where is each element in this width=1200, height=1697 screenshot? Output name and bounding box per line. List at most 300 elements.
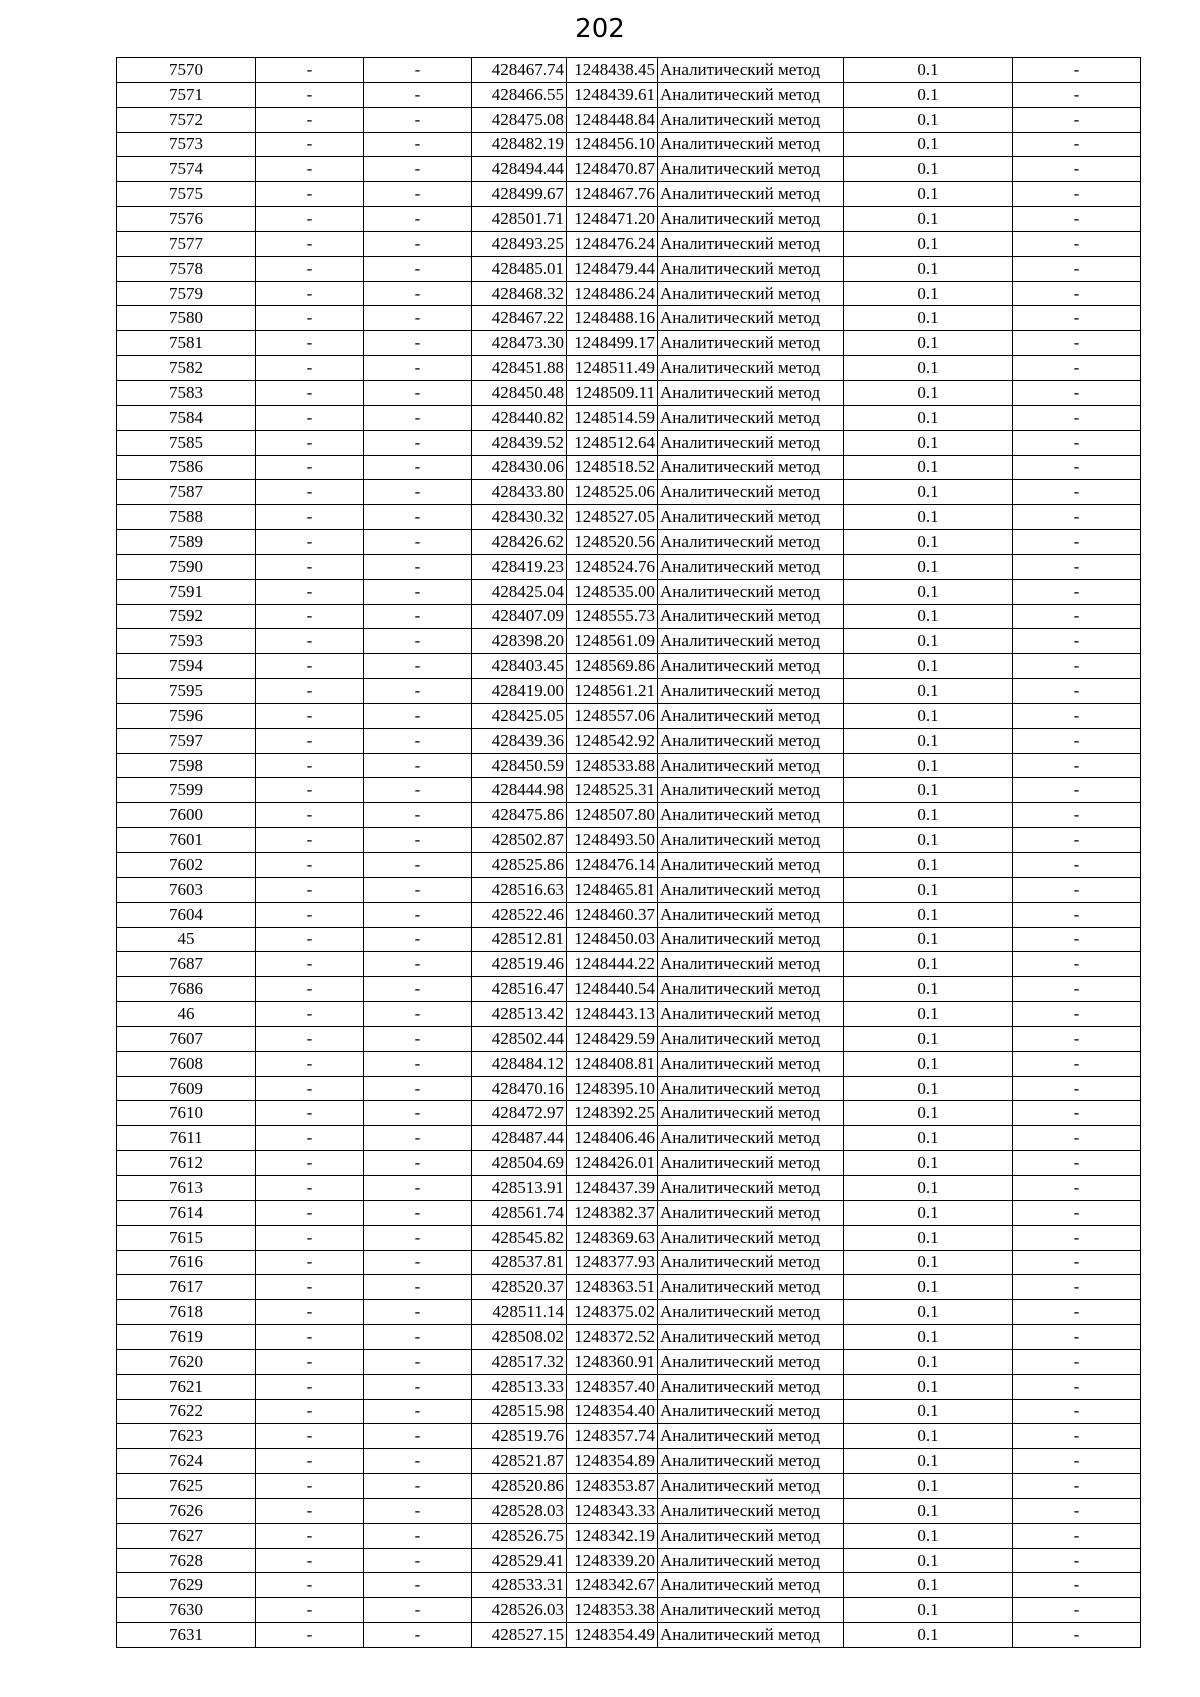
empty-dash-cell: - <box>364 480 472 505</box>
method-cell: Аналитический метод <box>658 753 844 778</box>
coordinate-y-cell: 1248518.52 <box>567 455 658 480</box>
empty-dash-cell: - <box>1013 1498 1141 1523</box>
empty-dash-cell: - <box>256 1002 364 1027</box>
empty-dash-cell: - <box>364 1151 472 1176</box>
accuracy-cell: 0.1 <box>844 455 1013 480</box>
coordinate-x-cell: 428484.12 <box>472 1051 567 1076</box>
empty-dash-cell: - <box>1013 1175 1141 1200</box>
empty-dash-cell: - <box>1013 753 1141 778</box>
method-cell: Аналитический метод <box>658 356 844 381</box>
empty-dash-cell: - <box>364 231 472 256</box>
accuracy-cell: 0.1 <box>844 604 1013 629</box>
coordinate-y-cell: 1248511.49 <box>567 356 658 381</box>
coordinate-x-cell: 428520.86 <box>472 1474 567 1499</box>
table-row <box>117 977 1141 1002</box>
empty-dash-cell: - <box>1013 1250 1141 1275</box>
empty-dash-cell: - <box>1013 629 1141 654</box>
method-cell: Аналитический метод <box>658 803 844 828</box>
point-number-cell: 7613 <box>117 1175 256 1200</box>
empty-dash-cell: - <box>364 1200 472 1225</box>
coordinate-y-cell: 1248354.40 <box>567 1399 658 1424</box>
accuracy-cell: 0.1 <box>844 331 1013 356</box>
coordinate-x-cell: 428425.04 <box>472 579 567 604</box>
empty-dash-cell: - <box>256 1151 364 1176</box>
empty-dash-cell: - <box>364 654 472 679</box>
coordinate-y-cell: 1248395.10 <box>567 1076 658 1101</box>
empty-dash-cell: - <box>364 629 472 654</box>
table-row <box>117 1026 1141 1051</box>
coordinate-x-cell: 428537.81 <box>472 1250 567 1275</box>
method-cell: Аналитический метод <box>658 604 844 629</box>
coordinate-y-cell: 1248342.67 <box>567 1573 658 1598</box>
empty-dash-cell: - <box>364 1523 472 1548</box>
empty-dash-cell: - <box>364 1225 472 1250</box>
coordinate-x-cell: 428467.74 <box>472 58 567 83</box>
point-number-cell: 7578 <box>117 256 256 281</box>
table-row <box>117 256 1141 281</box>
empty-dash-cell: - <box>1013 306 1141 331</box>
point-number-cell: 7687 <box>117 952 256 977</box>
table-row <box>117 1498 1141 1523</box>
method-cell: Аналитический метод <box>658 728 844 753</box>
empty-dash-cell: - <box>1013 828 1141 853</box>
coordinate-x-cell: 428528.03 <box>472 1498 567 1523</box>
point-number-cell: 7607 <box>117 1026 256 1051</box>
point-number-cell: 7626 <box>117 1498 256 1523</box>
point-number-cell: 7611 <box>117 1126 256 1151</box>
coordinate-y-cell: 1248392.25 <box>567 1101 658 1126</box>
empty-dash-cell: - <box>364 1349 472 1374</box>
coordinate-x-cell: 428398.20 <box>472 629 567 654</box>
coordinate-y-cell: 1248450.03 <box>567 927 658 952</box>
table-row <box>117 1250 1141 1275</box>
table-row <box>117 1523 1141 1548</box>
table-row <box>117 679 1141 704</box>
coordinate-y-cell: 1248357.40 <box>567 1374 658 1399</box>
method-cell: Аналитический метод <box>658 480 844 505</box>
coordinate-x-cell: 428501.71 <box>472 207 567 232</box>
empty-dash-cell: - <box>364 604 472 629</box>
empty-dash-cell: - <box>1013 256 1141 281</box>
accuracy-cell: 0.1 <box>844 753 1013 778</box>
coordinate-y-cell: 1248429.59 <box>567 1026 658 1051</box>
method-cell: Аналитический метод <box>658 207 844 232</box>
coordinate-x-cell: 428517.32 <box>472 1349 567 1374</box>
empty-dash-cell: - <box>256 927 364 952</box>
table-row <box>117 281 1141 306</box>
coordinate-x-cell: 428485.01 <box>472 256 567 281</box>
method-cell: Аналитический метод <box>658 828 844 853</box>
coordinate-y-cell: 1248555.73 <box>567 604 658 629</box>
empty-dash-cell: - <box>1013 778 1141 803</box>
empty-dash-cell: - <box>256 1498 364 1523</box>
accuracy-cell: 0.1 <box>844 1548 1013 1573</box>
empty-dash-cell: - <box>256 1374 364 1399</box>
coordinate-y-cell: 1248342.19 <box>567 1523 658 1548</box>
method-cell: Аналитический метод <box>658 505 844 530</box>
accuracy-cell: 0.1 <box>844 1200 1013 1225</box>
accuracy-cell: 0.1 <box>844 281 1013 306</box>
coordinate-x-cell: 428430.06 <box>472 455 567 480</box>
method-cell: Аналитический метод <box>658 1225 844 1250</box>
method-cell: Аналитический метод <box>658 331 844 356</box>
empty-dash-cell: - <box>364 530 472 555</box>
coordinate-x-cell: 428512.81 <box>472 927 567 952</box>
empty-dash-cell: - <box>256 654 364 679</box>
empty-dash-cell: - <box>256 1349 364 1374</box>
accuracy-cell: 0.1 <box>844 58 1013 83</box>
accuracy-cell: 0.1 <box>844 679 1013 704</box>
empty-dash-cell: - <box>364 728 472 753</box>
coordinate-y-cell: 1248561.21 <box>567 679 658 704</box>
accuracy-cell: 0.1 <box>844 778 1013 803</box>
empty-dash-cell: - <box>256 703 364 728</box>
accuracy-cell: 0.1 <box>844 1101 1013 1126</box>
empty-dash-cell: - <box>364 877 472 902</box>
point-number-cell: 7627 <box>117 1523 256 1548</box>
table-row <box>117 1374 1141 1399</box>
table-row <box>117 331 1141 356</box>
point-number-cell: 7614 <box>117 1200 256 1225</box>
accuracy-cell: 0.1 <box>844 728 1013 753</box>
method-cell: Аналитический метод <box>658 1200 844 1225</box>
point-number-cell: 7598 <box>117 753 256 778</box>
method-cell: Аналитический метод <box>658 157 844 182</box>
coordinate-y-cell: 1248343.33 <box>567 1498 658 1523</box>
coordinate-y-cell: 1248507.80 <box>567 803 658 828</box>
coordinate-x-cell: 428561.74 <box>472 1200 567 1225</box>
coordinate-x-cell: 428516.47 <box>472 977 567 1002</box>
coordinate-y-cell: 1248542.92 <box>567 728 658 753</box>
coordinate-x-cell: 428467.22 <box>472 306 567 331</box>
empty-dash-cell: - <box>364 107 472 132</box>
accuracy-cell: 0.1 <box>844 132 1013 157</box>
coordinate-x-cell: 428419.00 <box>472 679 567 704</box>
empty-dash-cell: - <box>1013 1548 1141 1573</box>
point-number-cell: 7579 <box>117 281 256 306</box>
accuracy-cell: 0.1 <box>844 405 1013 430</box>
empty-dash-cell: - <box>1013 952 1141 977</box>
method-cell: Аналитический метод <box>658 654 844 679</box>
coordinate-x-cell: 428407.09 <box>472 604 567 629</box>
table-row <box>117 629 1141 654</box>
empty-dash-cell: - <box>256 530 364 555</box>
method-cell: Аналитический метод <box>658 182 844 207</box>
accuracy-cell: 0.1 <box>844 356 1013 381</box>
accuracy-cell: 0.1 <box>844 803 1013 828</box>
empty-dash-cell: - <box>256 1026 364 1051</box>
accuracy-cell: 0.1 <box>844 1449 1013 1474</box>
coordinate-y-cell: 1248377.93 <box>567 1250 658 1275</box>
empty-dash-cell: - <box>1013 405 1141 430</box>
empty-dash-cell: - <box>256 281 364 306</box>
coordinate-x-cell: 428511.14 <box>472 1300 567 1325</box>
table-row <box>117 554 1141 579</box>
coordinate-x-cell: 428522.46 <box>472 902 567 927</box>
accuracy-cell: 0.1 <box>844 703 1013 728</box>
empty-dash-cell: - <box>256 554 364 579</box>
empty-dash-cell: - <box>1013 231 1141 256</box>
accuracy-cell: 0.1 <box>844 1623 1013 1648</box>
empty-dash-cell: - <box>364 1250 472 1275</box>
coordinate-y-cell: 1248512.64 <box>567 430 658 455</box>
point-number-cell: 7587 <box>117 480 256 505</box>
point-number-cell: 7590 <box>117 554 256 579</box>
coordinate-y-cell: 1248437.39 <box>567 1175 658 1200</box>
method-cell: Аналитический метод <box>658 952 844 977</box>
empty-dash-cell: - <box>364 356 472 381</box>
empty-dash-cell: - <box>256 1573 364 1598</box>
table-row <box>117 58 1141 83</box>
coordinate-x-cell: 428529.41 <box>472 1548 567 1573</box>
coordinate-y-cell: 1248354.49 <box>567 1623 658 1648</box>
coordinate-y-cell: 1248499.17 <box>567 331 658 356</box>
empty-dash-cell: - <box>256 306 364 331</box>
table-row <box>117 902 1141 927</box>
coordinate-x-cell: 428527.15 <box>472 1623 567 1648</box>
coordinates-table <box>116 57 1141 1648</box>
coordinate-x-cell: 428487.44 <box>472 1126 567 1151</box>
empty-dash-cell: - <box>256 405 364 430</box>
empty-dash-cell: - <box>364 952 472 977</box>
empty-dash-cell: - <box>256 1623 364 1648</box>
empty-dash-cell: - <box>256 753 364 778</box>
empty-dash-cell: - <box>1013 1424 1141 1449</box>
coordinate-y-cell: 1248476.14 <box>567 853 658 878</box>
method-cell: Аналитический метод <box>658 1275 844 1300</box>
empty-dash-cell: - <box>256 256 364 281</box>
empty-dash-cell: - <box>256 207 364 232</box>
coordinate-x-cell: 428419.23 <box>472 554 567 579</box>
empty-dash-cell: - <box>256 1175 364 1200</box>
coordinate-y-cell: 1248525.31 <box>567 778 658 803</box>
coordinate-x-cell: 428439.52 <box>472 430 567 455</box>
empty-dash-cell: - <box>364 1374 472 1399</box>
table-row <box>117 1101 1141 1126</box>
empty-dash-cell: - <box>1013 505 1141 530</box>
empty-dash-cell: - <box>1013 554 1141 579</box>
method-cell: Аналитический метод <box>658 405 844 430</box>
method-cell: Аналитический метод <box>658 902 844 927</box>
method-cell: Аналитический метод <box>658 1051 844 1076</box>
empty-dash-cell: - <box>364 803 472 828</box>
table-row <box>117 1399 1141 1424</box>
empty-dash-cell: - <box>1013 1151 1141 1176</box>
table-row <box>117 231 1141 256</box>
empty-dash-cell: - <box>256 1598 364 1623</box>
coordinate-y-cell: 1248354.89 <box>567 1449 658 1474</box>
empty-dash-cell: - <box>1013 455 1141 480</box>
empty-dash-cell: - <box>256 182 364 207</box>
empty-dash-cell: - <box>364 331 472 356</box>
coordinate-x-cell: 428425.05 <box>472 703 567 728</box>
coordinate-y-cell: 1248476.24 <box>567 231 658 256</box>
method-cell: Аналитический метод <box>658 1598 844 1623</box>
empty-dash-cell: - <box>256 1051 364 1076</box>
coordinate-y-cell: 1248357.74 <box>567 1424 658 1449</box>
empty-dash-cell: - <box>364 1424 472 1449</box>
empty-dash-cell: - <box>256 803 364 828</box>
table-row <box>117 1126 1141 1151</box>
coordinate-x-cell: 428516.63 <box>472 877 567 902</box>
empty-dash-cell: - <box>364 977 472 1002</box>
empty-dash-cell: - <box>256 107 364 132</box>
coordinate-y-cell: 1248360.91 <box>567 1349 658 1374</box>
method-cell: Аналитический метод <box>658 455 844 480</box>
empty-dash-cell: - <box>256 58 364 83</box>
coordinate-y-cell: 1248375.02 <box>567 1300 658 1325</box>
empty-dash-cell: - <box>256 1101 364 1126</box>
coordinate-y-cell: 1248533.88 <box>567 753 658 778</box>
coordinate-x-cell: 428521.87 <box>472 1449 567 1474</box>
empty-dash-cell: - <box>1013 1051 1141 1076</box>
method-cell: Аналитический метод <box>658 1474 844 1499</box>
empty-dash-cell: - <box>364 1101 472 1126</box>
coordinate-x-cell: 428533.31 <box>472 1573 567 1598</box>
table-row <box>117 1002 1141 1027</box>
coordinate-x-cell: 428513.42 <box>472 1002 567 1027</box>
point-number-cell: 7596 <box>117 703 256 728</box>
table-row <box>117 132 1141 157</box>
empty-dash-cell: - <box>1013 728 1141 753</box>
empty-dash-cell: - <box>256 728 364 753</box>
coordinate-y-cell: 1248363.51 <box>567 1275 658 1300</box>
coordinate-x-cell: 428513.33 <box>472 1374 567 1399</box>
method-cell: Аналитический метод <box>658 256 844 281</box>
empty-dash-cell: - <box>1013 1101 1141 1126</box>
table-row <box>117 157 1141 182</box>
empty-dash-cell: - <box>256 1474 364 1499</box>
empty-dash-cell: - <box>1013 853 1141 878</box>
empty-dash-cell: - <box>256 430 364 455</box>
table-row <box>117 853 1141 878</box>
empty-dash-cell: - <box>256 1250 364 1275</box>
coordinate-y-cell: 1248514.59 <box>567 405 658 430</box>
method-cell: Аналитический метод <box>658 1300 844 1325</box>
coordinate-x-cell: 428519.46 <box>472 952 567 977</box>
coordinate-x-cell: 428450.59 <box>472 753 567 778</box>
empty-dash-cell: - <box>364 1126 472 1151</box>
accuracy-cell: 0.1 <box>844 380 1013 405</box>
table-row <box>117 1175 1141 1200</box>
coordinate-x-cell: 428468.32 <box>472 281 567 306</box>
point-number-cell: 7615 <box>117 1225 256 1250</box>
empty-dash-cell: - <box>256 977 364 1002</box>
coordinate-y-cell: 1248465.81 <box>567 877 658 902</box>
coordinate-x-cell: 428545.82 <box>472 1225 567 1250</box>
empty-dash-cell: - <box>364 1573 472 1598</box>
empty-dash-cell: - <box>364 1002 472 1027</box>
empty-dash-cell: - <box>1013 1474 1141 1499</box>
empty-dash-cell: - <box>364 281 472 306</box>
empty-dash-cell: - <box>1013 356 1141 381</box>
coordinate-y-cell: 1248569.86 <box>567 654 658 679</box>
method-cell: Аналитический метод <box>658 1548 844 1573</box>
empty-dash-cell: - <box>364 207 472 232</box>
empty-dash-cell: - <box>364 1325 472 1350</box>
table-row <box>117 505 1141 530</box>
coordinate-y-cell: 1248471.20 <box>567 207 658 232</box>
accuracy-cell: 0.1 <box>844 1225 1013 1250</box>
coordinate-x-cell: 428519.76 <box>472 1424 567 1449</box>
empty-dash-cell: - <box>256 902 364 927</box>
accuracy-cell: 0.1 <box>844 579 1013 604</box>
table-row <box>117 356 1141 381</box>
coordinate-x-cell: 428475.08 <box>472 107 567 132</box>
coordinate-y-cell: 1248557.06 <box>567 703 658 728</box>
accuracy-cell: 0.1 <box>844 1076 1013 1101</box>
point-number-cell: 7589 <box>117 530 256 555</box>
point-number-cell: 7572 <box>117 107 256 132</box>
point-number-cell: 7600 <box>117 803 256 828</box>
accuracy-cell: 0.1 <box>844 977 1013 1002</box>
coordinate-x-cell: 428439.36 <box>472 728 567 753</box>
method-cell: Аналитический метод <box>658 927 844 952</box>
coordinate-y-cell: 1248406.46 <box>567 1126 658 1151</box>
empty-dash-cell: - <box>364 430 472 455</box>
accuracy-cell: 0.1 <box>844 1026 1013 1051</box>
coordinate-y-cell: 1248561.09 <box>567 629 658 654</box>
empty-dash-cell: - <box>364 1275 472 1300</box>
table-row <box>117 877 1141 902</box>
coordinate-y-cell: 1248467.76 <box>567 182 658 207</box>
point-number-cell: 7610 <box>117 1101 256 1126</box>
table-row <box>117 579 1141 604</box>
empty-dash-cell: - <box>256 1424 364 1449</box>
method-cell: Аналитический метод <box>658 977 844 1002</box>
table-row <box>117 1548 1141 1573</box>
coordinate-y-cell: 1248456.10 <box>567 132 658 157</box>
accuracy-cell: 0.1 <box>844 1275 1013 1300</box>
table-row <box>117 1623 1141 1648</box>
empty-dash-cell: - <box>364 405 472 430</box>
coordinate-x-cell: 428502.44 <box>472 1026 567 1051</box>
empty-dash-cell: - <box>364 1175 472 1200</box>
coordinate-y-cell: 1248448.84 <box>567 107 658 132</box>
coordinate-x-cell: 428525.86 <box>472 853 567 878</box>
coordinate-y-cell: 1248520.56 <box>567 530 658 555</box>
method-cell: Аналитический метод <box>658 778 844 803</box>
coordinate-x-cell: 428499.67 <box>472 182 567 207</box>
empty-dash-cell: - <box>1013 1374 1141 1399</box>
point-number-cell: 7630 <box>117 1598 256 1623</box>
table-row <box>117 182 1141 207</box>
empty-dash-cell: - <box>256 1399 364 1424</box>
coordinate-y-cell: 1248426.01 <box>567 1151 658 1176</box>
empty-dash-cell: - <box>364 1026 472 1051</box>
empty-dash-cell: - <box>364 927 472 952</box>
table-row <box>117 753 1141 778</box>
point-number-cell: 7591 <box>117 579 256 604</box>
empty-dash-cell: - <box>256 1300 364 1325</box>
coordinate-x-cell: 428470.16 <box>472 1076 567 1101</box>
empty-dash-cell: - <box>256 480 364 505</box>
point-number-cell: 7686 <box>117 977 256 1002</box>
point-number-cell: 7602 <box>117 853 256 878</box>
method-cell: Аналитический метод <box>658 1126 844 1151</box>
empty-dash-cell: - <box>1013 82 1141 107</box>
coordinate-x-cell: 428473.30 <box>472 331 567 356</box>
method-cell: Аналитический метод <box>658 1623 844 1648</box>
table-row <box>117 1275 1141 1300</box>
table-row <box>117 803 1141 828</box>
empty-dash-cell: - <box>1013 803 1141 828</box>
table-row <box>117 480 1141 505</box>
method-cell: Аналитический метод <box>658 1498 844 1523</box>
empty-dash-cell: - <box>364 828 472 853</box>
table-row <box>117 530 1141 555</box>
empty-dash-cell: - <box>1013 977 1141 1002</box>
